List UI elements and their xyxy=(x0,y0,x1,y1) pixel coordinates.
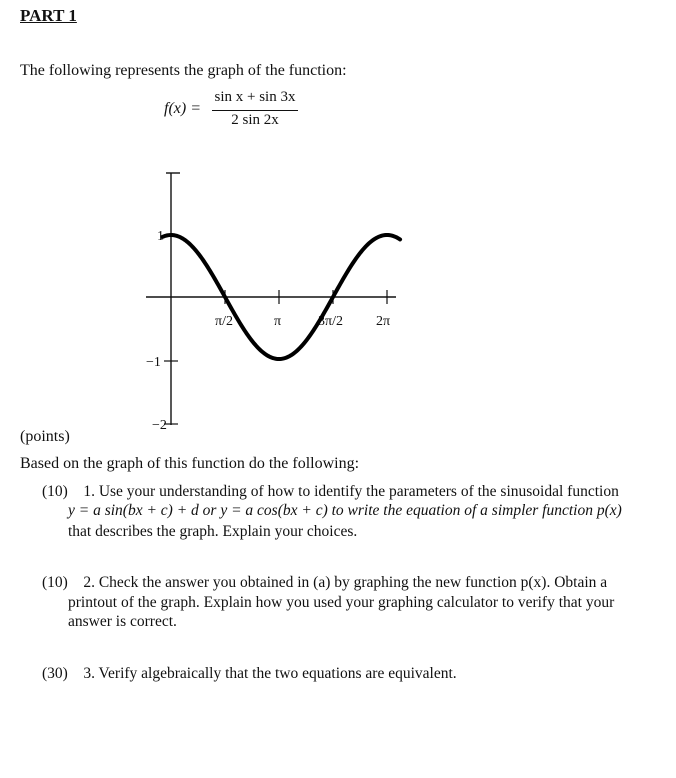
x-tick-label: 3π/2 xyxy=(318,314,343,329)
fraction-bar xyxy=(212,110,298,111)
x-tick-label: 2π xyxy=(376,314,391,329)
task-line xyxy=(68,501,622,520)
task-line: 1. Use your understanding of how to identify the parameters of the sinusoidal function xyxy=(83,483,619,500)
function-graph xyxy=(138,165,408,435)
x-tick-label: π xyxy=(274,314,282,329)
instructions: Based on the graph of this function do the following: xyxy=(20,455,360,472)
task-3 xyxy=(42,664,457,683)
task-equation: y = a sin(bx + c) + d or y = a cos(bx + c) to write the equation of a simpler function p(x) xyxy=(68,502,622,519)
task-line: printout of the graph. Explain how you used your graphing calculator to verify that your xyxy=(68,594,615,611)
function-lhs: f(x) = xyxy=(164,100,201,117)
task-2 xyxy=(42,573,607,592)
points-label: (points) xyxy=(20,428,70,445)
y-tick-label: −2 xyxy=(152,418,167,433)
x-tick-label: π/2 xyxy=(215,314,233,329)
y-tick-label: 1 xyxy=(157,229,164,244)
task-line: 2. Check the answer you obtained in (a) by graphing the new function p(x). Obtain a xyxy=(83,574,608,591)
task-line: answer is correct. xyxy=(68,613,177,630)
y-tick-label: −1 xyxy=(146,355,161,370)
task-line: that describes the graph. Explain your choices. xyxy=(68,523,358,540)
task-points: (10) xyxy=(42,483,68,500)
task-1 xyxy=(42,482,619,501)
task-points: (10) xyxy=(42,574,68,591)
intro-text: The following represents the graph of the function: xyxy=(20,62,347,79)
task-points: (30) xyxy=(42,665,68,682)
function-numerator: sin x + sin 3x xyxy=(214,89,296,105)
task-line: 3. Verify algebraically that the two equations are equivalent. xyxy=(83,665,457,682)
part-title: PART 1 xyxy=(20,6,77,25)
function-denominator: 2 sin 2x xyxy=(231,112,279,128)
